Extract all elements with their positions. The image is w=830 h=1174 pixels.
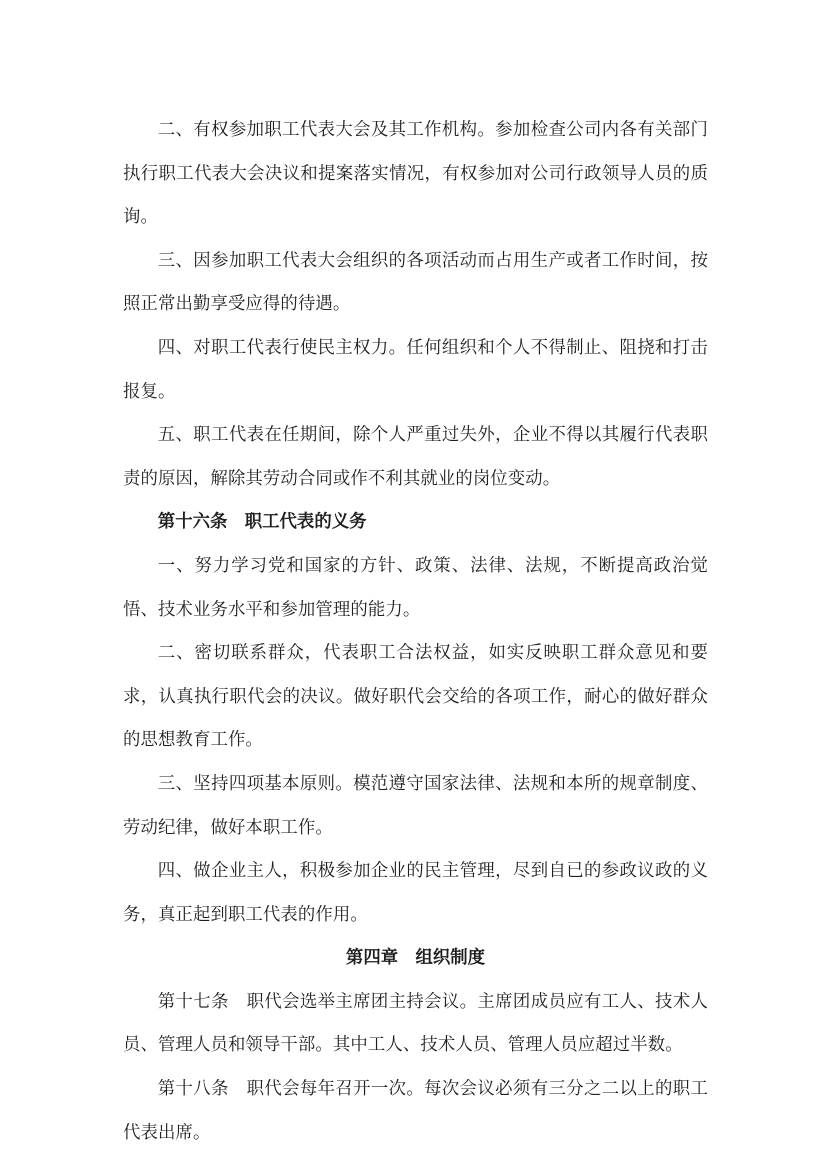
paragraph-duty-2: 二、密切联系群众，代表职工合法权益，如实反映职工群众意见和要求，认真执行职代会的决议。做好职代会交给的各项工作，耐心的做好群众的思想教育工作。 xyxy=(123,643,708,751)
article-16-heading: 第十六条 职工代表的义务 xyxy=(157,512,367,533)
paragraph-right-3: 三、因参加职工代表大会组织的各项活动而占用生产或者工作时间，按照正常出勤享受应得的待遇。 xyxy=(123,250,708,315)
paragraph-duty-1: 一、努力学习党和国家的方针、政策、法律、法规，不断提高政治觉悟、技术业务水平和参加管理的能力。 xyxy=(123,555,708,620)
paragraph-right-2: 二、有权参加职工代表大会及其工作机构。参加检查公司内各有关部门执行职工代表大会决议和提案落实情况，有权参加对公司行政领导人员的质询。 xyxy=(123,120,708,228)
document-page xyxy=(123,109,708,1155)
paragraph-right-5: 五、职工代表在任期间，除个人严重过失外，企业不得以其履行代表职责的原因，解除其劳动合同或作不利其就业的岗位变动。 xyxy=(123,425,708,489)
chapter-4-heading: 第四章 组织制度 xyxy=(345,948,486,969)
paragraph-duty-4: 四、做企业主人，积极参加企业的民主管理，尽到自已的参政议政的义务，真正起到职工代表的作用。 xyxy=(123,861,708,925)
article-17: 第十七条 职代会选举主席团主持会议。主席团成员应有工人、技术人员、管理人员和领导干部。其中工人、技术人员、管理人员应超过半数。 xyxy=(123,991,708,1056)
article-18: 第十八条 职代会每年召开一次。每次会议必须有三分之二以上的职工代表出席。 xyxy=(123,1079,708,1143)
paragraph-duty-3: 三、坚持四项基本原则。模范遵守国家法律、法规和本所的规章制度、劳动纪律，做好本职工作。 xyxy=(123,773,708,838)
paragraph-right-4: 四、对职工代表行使民主权力。任何组织和个人不得制止、阻挠和打击报复。 xyxy=(123,337,708,402)
